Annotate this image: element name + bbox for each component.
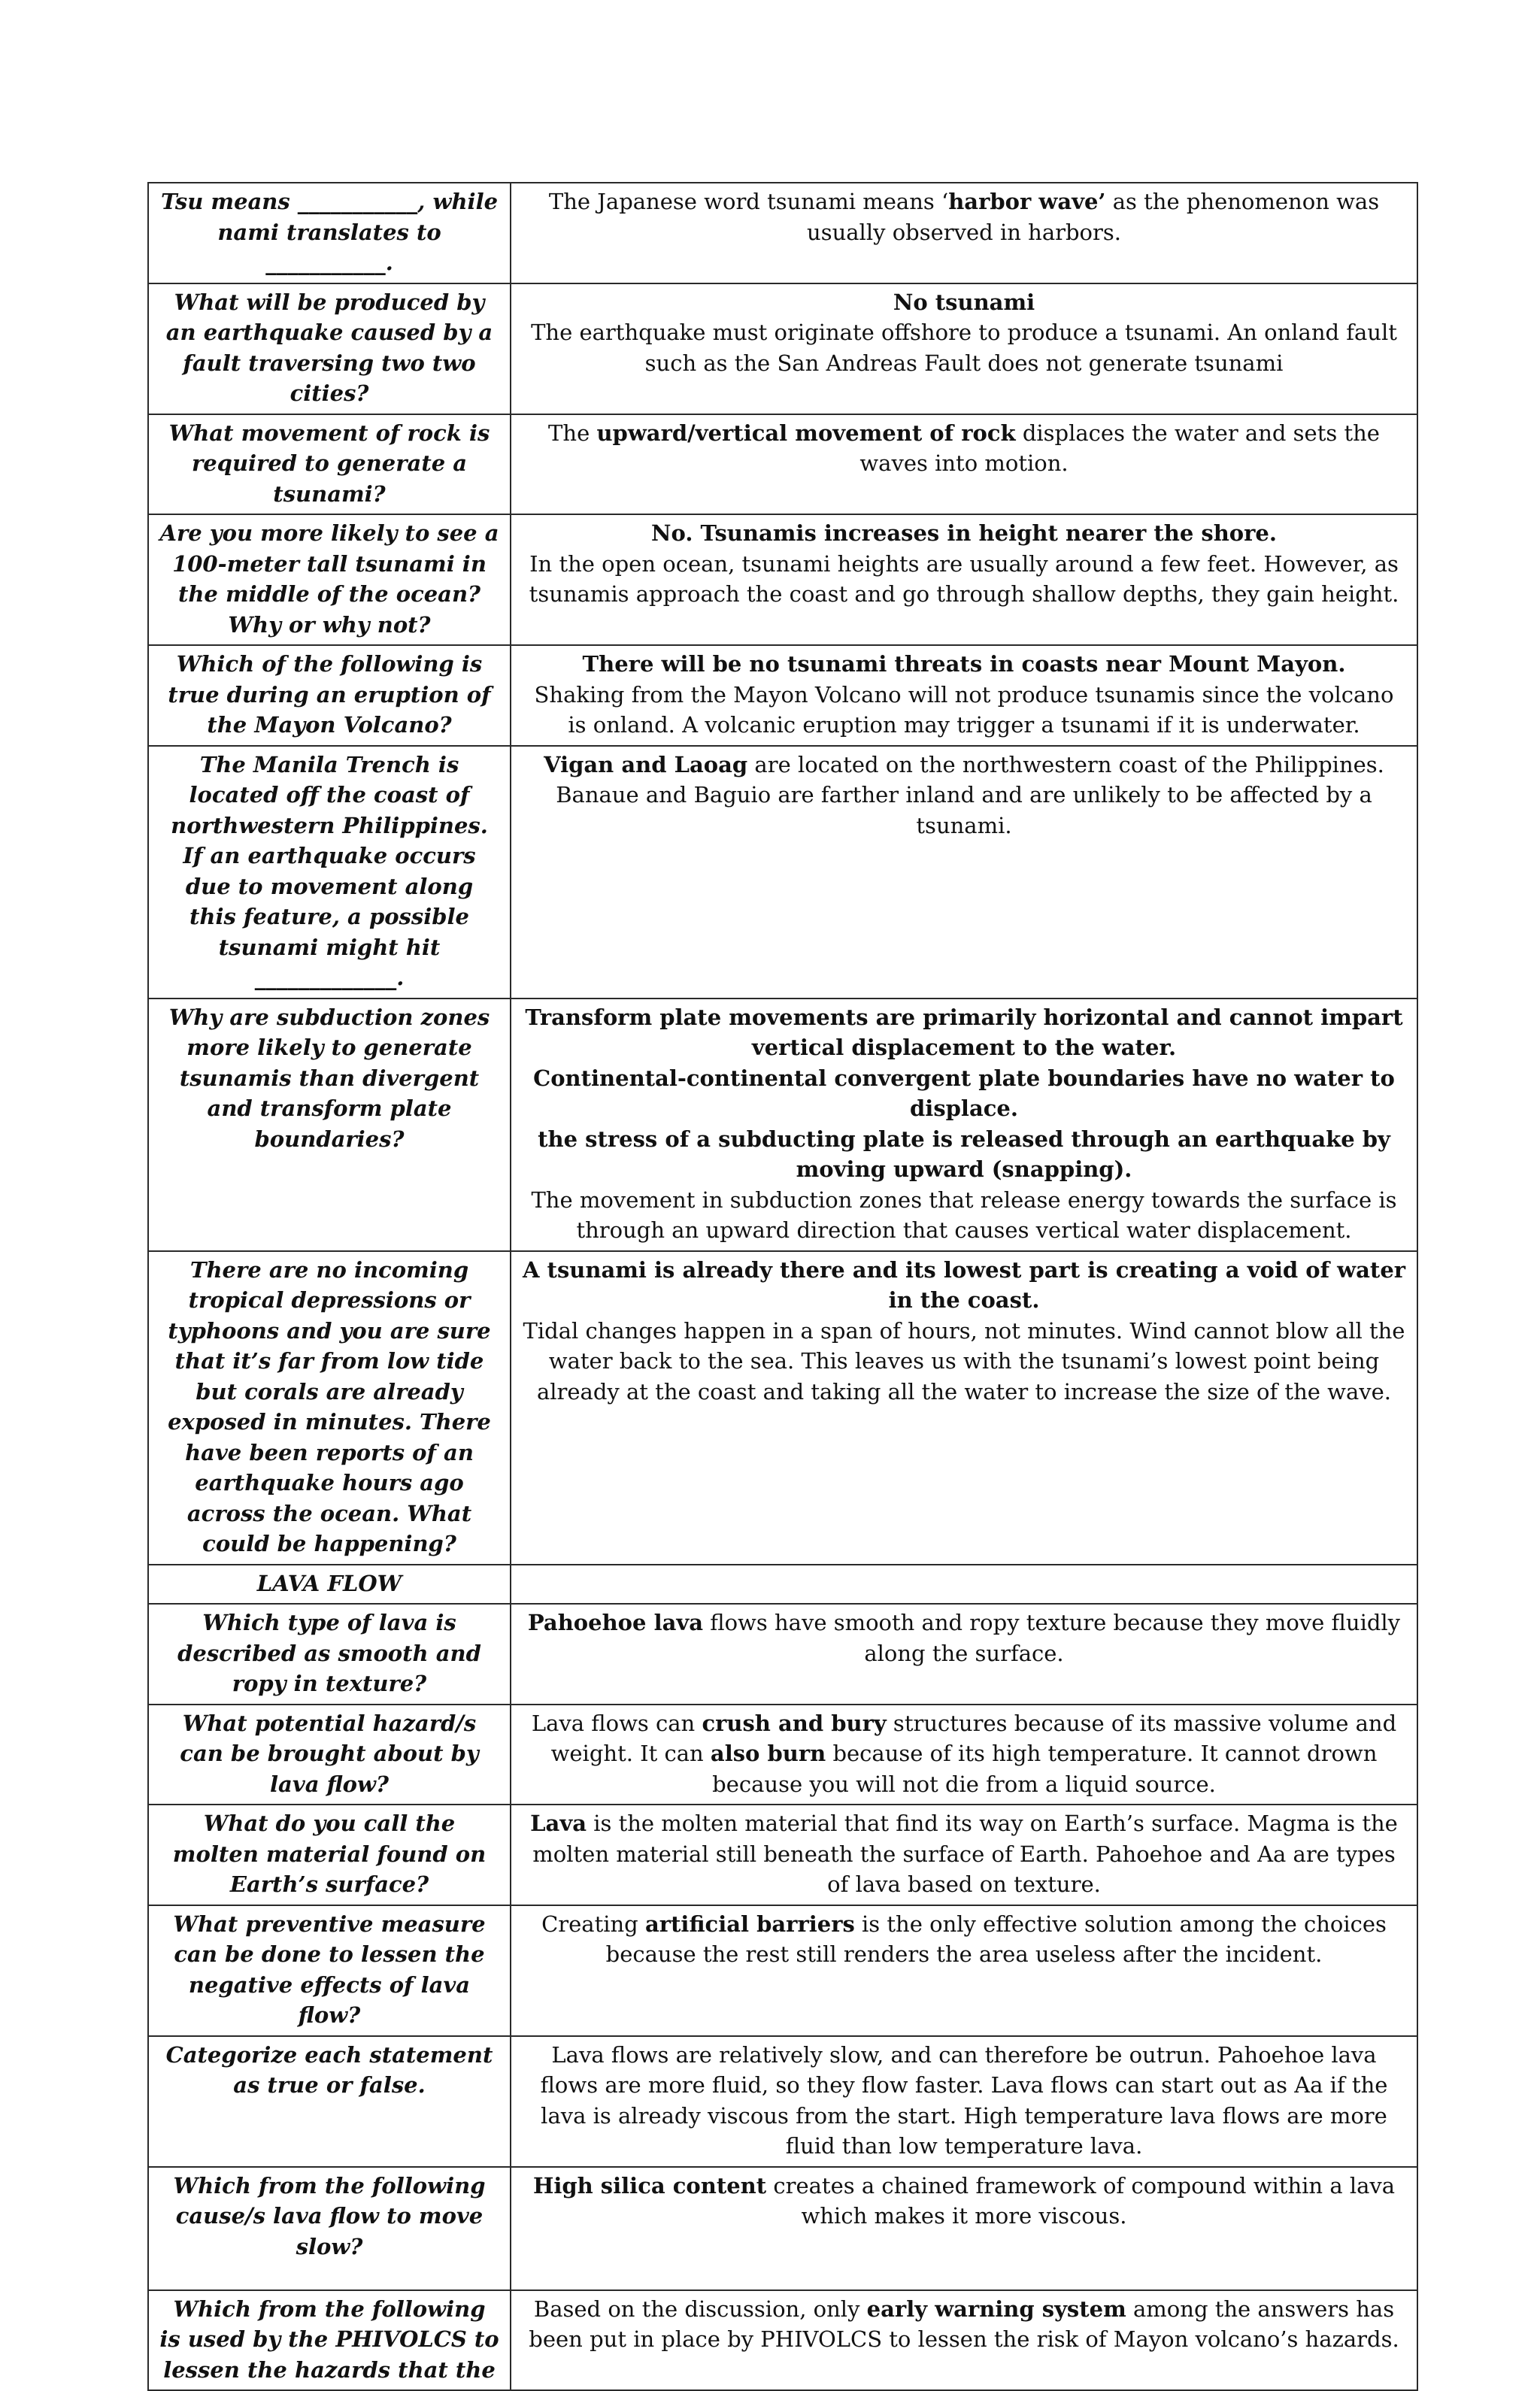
answer-bold-text: Continental-continental convergent plate boundaries have no water to displace. — [533, 1065, 1395, 1121]
question-cell: Are you more likely to see a 100-meter tall tsunami in the middle of the ocean? Why or why not? — [148, 514, 511, 645]
answer-bold-text: A tsunami is already there and its lowest part is creating a void of water in the coast. — [522, 1256, 1406, 1313]
answer-cell — [511, 1905, 1417, 2036]
table-row — [148, 2290, 1417, 2391]
answer-text: as the phenomenon was usually observed in harbors. — [807, 189, 1380, 245]
table-row — [148, 1705, 1417, 1805]
answer-text: The movement in subduction zones that release energy towards the surface is through an upward direction that causes vertical water displacement. — [531, 1186, 1397, 1243]
answer-cell — [511, 414, 1417, 515]
answer-text: structures because of its massive volume and weight. It can — [550, 1710, 1397, 1766]
answer-text: The — [548, 420, 597, 446]
answer-text: creates a chained framework of compound within a lava which makes it more viscous. — [766, 2172, 1396, 2229]
answer-cell — [511, 2290, 1417, 2391]
answer-bold-text: the stress of a subducting plate is released through an earthquake by moving upward (snapping). — [538, 1126, 1390, 1182]
question-cell: What potential hazard/s can be brought about by lava flow? — [148, 1705, 511, 1805]
answer-text: among the answers has been put in place by PHIVOLCS to lessen the risk of Mayon volcano’s hazards. — [529, 2296, 1399, 2352]
answer-cell — [511, 746, 1417, 999]
table-row — [148, 414, 1417, 515]
answer-cell — [511, 1604, 1417, 1705]
answer-text: flows have smooth and ropy texture because they move fluidly along the surface. — [703, 1610, 1401, 1666]
answer-bold-text: No tsunami — [893, 289, 1035, 315]
answer-text: are located on the northwestern coast of the Philippines. Banaue and Baguio are farther inland and are unlikely to be affected by a tsunami. — [556, 751, 1384, 838]
answer-text: Lava flows can — [531, 1710, 702, 1736]
answer-cell — [511, 283, 1417, 414]
question-cell: Categorize each statement as true or false. — [148, 2036, 511, 2167]
answer-bold-text: Vigan and Laoag — [544, 751, 748, 777]
table-row — [148, 645, 1417, 746]
answer-bold-text: also burn — [710, 1741, 826, 1766]
answer-bold-text: There will be no tsunami threats in coasts near Mount Mayon. — [582, 651, 1346, 677]
question-cell: LAVA FLOW — [148, 1565, 511, 1605]
answer-cell — [511, 2167, 1417, 2290]
question-cell: There are no incoming tropical depressions or typhoons and you are sure that it’s far from low tide but corals are already exposed in minutes. There have been reports of an earthquake hours ago across the ocean. What could be happening? — [148, 1251, 511, 1565]
answer-bold-text: crush and bury — [702, 1710, 887, 1736]
table-row — [148, 283, 1417, 414]
table-row — [148, 183, 1417, 283]
answer-text: Creating — [541, 1911, 645, 1937]
answer-text: The Japanese word tsunami means ‘ — [548, 189, 949, 214]
answer-text: Lava flows are relatively slow, and can therefore be outrun. Pahoehoe lava flows are more fluid, so they flow faster. Lava flows can start out as Aa if the lava is already viscous from the start. High temperature lava flows are more fluid than low temperature lava. — [540, 2041, 1388, 2159]
question-cell: Which from the following is used by the PHIVOLCS to lessen the hazards that the — [148, 2290, 511, 2391]
answer-bold-text: artificial barriers — [644, 1911, 855, 1937]
answer-text: is the only effective solution among the choices because the rest still renders the area useless after the incident. — [605, 1911, 1387, 1967]
table-row — [148, 1565, 1417, 1605]
answer-text: because of its high temperature. It cannot drown because you will not die from a liquid source. — [712, 1741, 1378, 1797]
answer-cell — [511, 514, 1417, 645]
question-cell: What do you call the molten material found on Earth’s surface? — [148, 1805, 511, 1905]
answer-bold-text: Pahoehoe lava — [527, 1610, 704, 1635]
table-row — [148, 1604, 1417, 1705]
table-row — [148, 1251, 1417, 1565]
answer-text: displaces the water and sets the waves into motion. — [859, 420, 1380, 476]
question-cell: Tsu means ___________, while nami translates to ___________. — [148, 183, 511, 283]
answer-bold-text: High silica content — [532, 2172, 767, 2199]
table-row — [148, 2036, 1417, 2167]
answer-cell — [511, 1251, 1417, 1565]
table-row — [148, 1905, 1417, 2036]
answer-cell — [511, 183, 1417, 283]
table-row — [148, 1805, 1417, 1905]
answer-cell — [511, 1805, 1417, 1905]
answer-bold-text: Transform plate movements are primarily horizontal and cannot impart vertical displacement to the water. — [525, 1004, 1403, 1060]
answer-bold-text: harbor wave’ — [948, 189, 1106, 214]
answer-bold-text: No. Tsunamis increases in height nearer the shore. — [651, 520, 1277, 546]
question-cell: The Manila Trench is located off the coast of northwestern Philippines. If an earthquake occurs due to movement along this feature, a possible tsunami might hit _____________. — [148, 746, 511, 999]
answer-text: Tidal changes happen in a span of hours, not minutes. Wind cannot blow all the water back to the sea. This leaves us with the tsunami’s lowest point being already at the coast and taking all the water to increase the size of the wave. — [523, 1317, 1405, 1405]
answer-cell — [511, 999, 1417, 1251]
question-cell: What will be produced by an earthquake caused by a fault traversing two two cities? — [148, 283, 511, 414]
qa-table — [147, 182, 1418, 2391]
answer-cell — [511, 645, 1417, 746]
question-cell: Why are subduction zones more likely to generate tsunamis than divergent and transform plate boundaries? — [148, 999, 511, 1251]
answer-bold-text: upward/vertical movement of rock — [596, 420, 1016, 446]
answer-text: Shaking from the Mayon Volcano will not produce tsunamis since the volcano is onland. A volcanic eruption may trigger a tsunami if it is underwater. — [534, 681, 1394, 738]
question-cell: Which of the following is true during an eruption of the Mayon Volcano? — [148, 645, 511, 746]
table-row — [148, 2167, 1417, 2290]
answer-cell — [511, 2036, 1417, 2167]
answer-cell — [511, 1565, 1417, 1605]
table-row — [148, 746, 1417, 999]
answer-text: The earthquake must originate offshore to produce a tsunami. An onland fault such as the San Andreas Fault does not generate tsunami — [531, 320, 1397, 376]
table-row — [148, 999, 1417, 1251]
answer-text: In the open ocean, tsunami heights are usually around a few feet. However, as tsunamis approach the coast and go through shallow depths, they gain height. — [529, 550, 1399, 607]
question-cell: Which type of lava is described as smooth and ropy in texture? — [148, 1604, 511, 1705]
answer-bold-text: early warning system — [866, 2296, 1126, 2322]
answer-cell — [511, 1705, 1417, 1805]
question-cell: Which from the following cause/s lava flow to move slow? — [148, 2167, 511, 2290]
question-cell: What movement of rock is required to generate a tsunami? — [148, 414, 511, 515]
question-cell: What preventive measure can be done to lessen the negative effects of lava flow? — [148, 1905, 511, 2036]
answer-bold-text: Lava — [530, 1811, 587, 1836]
answer-text: is the molten material that find its way on Earth’s surface. Magma is the molten material still beneath the surface of Earth. Pahoehoe and Aa are types of lava based on texture. — [532, 1811, 1398, 1897]
answer-text: Based on the discussion, only — [533, 2296, 867, 2322]
table-row — [148, 514, 1417, 645]
